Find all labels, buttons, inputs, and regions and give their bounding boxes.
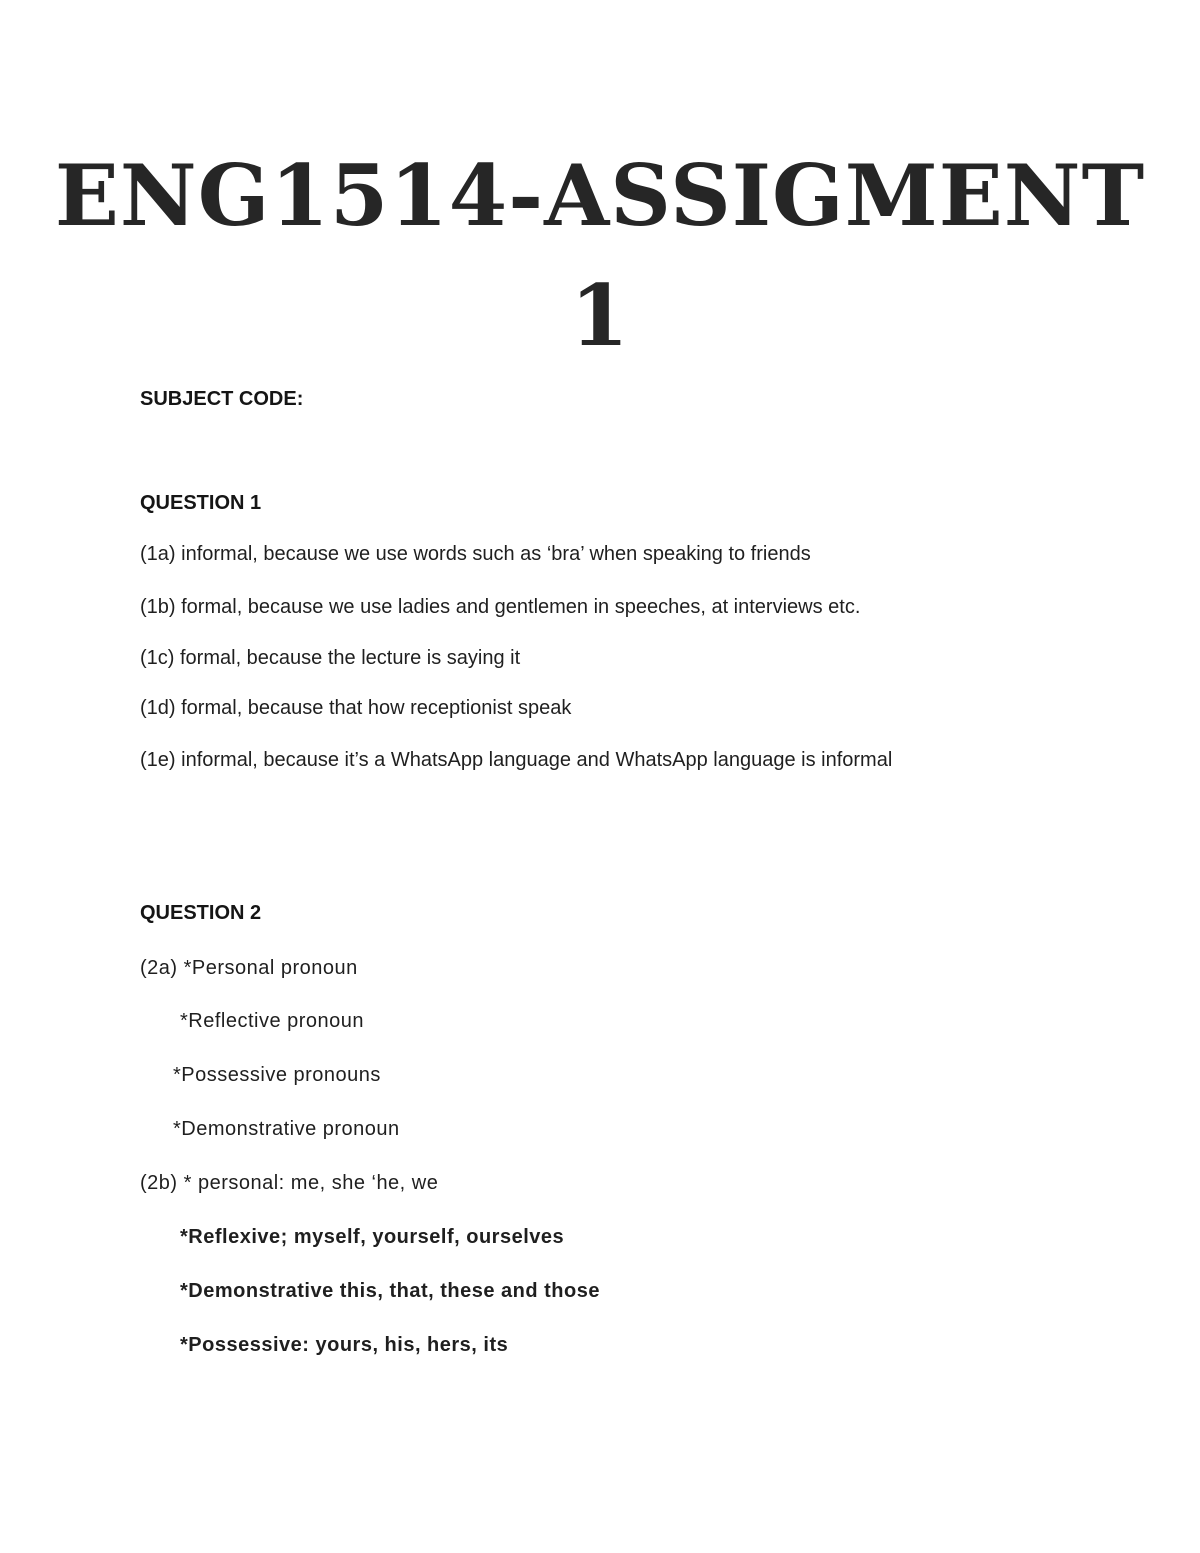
- answer-2b-possessive: *Possessive: yours, his, hers, its: [180, 1334, 509, 1356]
- question-2-heading: QUESTION 2: [140, 902, 262, 924]
- answer-1e: (1e) informal, because it’s a WhatsApp language and WhatsApp language is informal: [140, 749, 893, 771]
- answer-1a: (1a) informal, because we use words such as ‘bra’ when speaking to friends: [140, 543, 811, 565]
- answer-1c: (1c) formal, because the lecture is saying it: [140, 647, 521, 669]
- document-title: ENG1514-ASSIGMENT: [54, 146, 1146, 245]
- answer-2a-possessive: *Possessive pronouns: [173, 1064, 381, 1086]
- answer-2b-personal: (2b) * personal: me, she ‘he, we: [140, 1172, 439, 1194]
- answer-2a-personal: (2a) *Personal pronoun: [140, 957, 358, 979]
- subject-code-label: SUBJECT CODE:: [140, 388, 304, 410]
- answer-2b-reflexive: *Reflexive; myself, yourself, ourselves: [180, 1226, 565, 1248]
- answer-1d: (1d) formal, because that how receptionist speak: [140, 697, 572, 719]
- question-1-heading: QUESTION 1: [140, 492, 262, 514]
- document-title-continued: 1: [570, 266, 630, 365]
- answer-2a-reflective: *Reflective pronoun: [180, 1010, 365, 1032]
- answer-2a-demonstrative: *Demonstrative pronoun: [173, 1118, 400, 1140]
- answer-1b: (1b) formal, because we use ladies and gentlemen in speeches, at interviews etc.: [140, 596, 861, 618]
- answer-2b-demonstrative: *Demonstrative this, that, these and those: [180, 1280, 600, 1302]
